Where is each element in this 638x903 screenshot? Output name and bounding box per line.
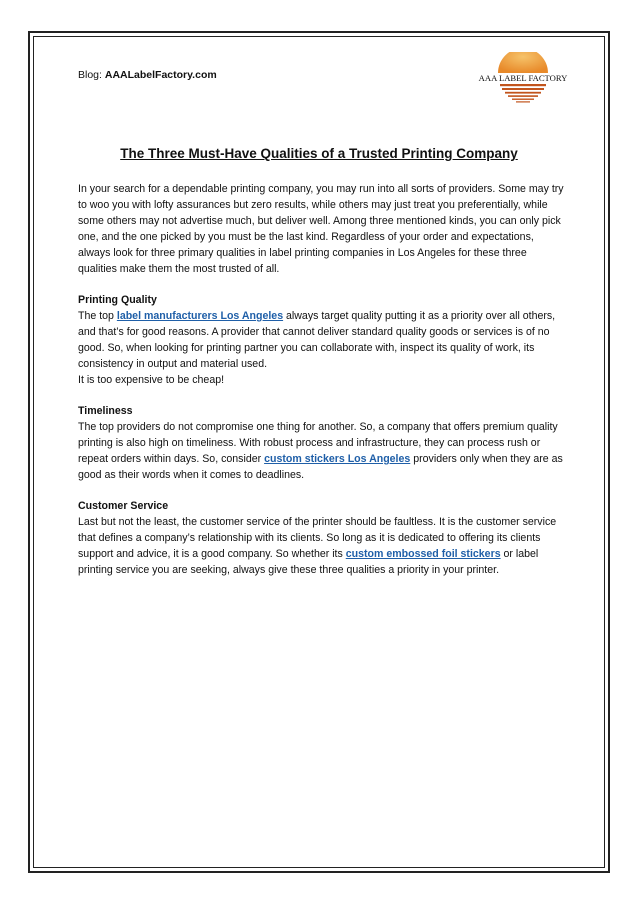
blog-attribution — [78, 69, 217, 81]
logo-stripes — [500, 84, 546, 103]
blog-prefix: Blog: — [78, 69, 105, 81]
logo-text: AAA LABEL FACTORY — [478, 73, 568, 83]
link-custom-stickers[interactable]: custom stickers Los Angeles — [264, 453, 411, 465]
timeliness-paragraph: The top providers do not compromise one thing for another. So, a company that offers premium quality printing is also high on timeliness. With robust process and infrastructure, they can process rush or repeat orders within days. So, consider custom stickers Los Angeles providers only when they are as good as their words when it comes to deadlines. — [78, 421, 563, 481]
document-title: The Three Must-Have Qualities of a Trusted Printing Company — [120, 146, 518, 161]
sun-top-shape — [498, 52, 548, 73]
section-heading-printing-quality: Printing Quality — [78, 294, 157, 306]
blog-site: AAALabelFactory.com — [104, 69, 217, 81]
printing-quality-paragraph: The top label manufacturers Los Angeles always target quality putting it as a priority over all others, and that’s for good reasons. A provider that cannot deliver standard quality goods or services is of no good. So, when looking for printing partner you can collaborate with, inspect its quality of work, its consistency in output and material used. — [78, 310, 556, 370]
printing-quality-note: It is too expensive to be cheap! — [78, 374, 225, 386]
intro-paragraph: In your search for a dependable printing company, you may run into all sorts of providers. Some may try to woo you with lofty assurances but zero results, while others may just treat you preferentially, while some others may not advertise much, but deliver well. Among three mentioned kinds, you can only pick one, and the one picked by you must be the last kind. Regardless of your order and expectations, always look for three primary qualities in label printing companies in Los Angeles for these three qualities make them the most trusted of all. — [78, 183, 564, 275]
customer-service-paragraph: Last but not the least, the customer service of the printer should be faultless. It is the customer service that defines a company’s relationship with its clients. So long as it is dedicated to offering its clients support and advice, it is a good company. So whether its custom embossed foil stickers or label printing service you are seeking, always give these three qualities a priority in your printer. — [78, 516, 557, 576]
document-body — [78, 181, 568, 578]
section-heading-timeliness: Timeliness — [78, 405, 133, 417]
link-label-manufacturers[interactable]: label manufacturers Los Angeles — [116, 310, 284, 322]
section-heading-customer-service: Customer Service — [78, 500, 169, 512]
aaa-label-factory-logo — [466, 52, 580, 106]
link-custom-embossed-foil-stickers[interactable]: custom embossed foil stickers — [345, 548, 501, 560]
